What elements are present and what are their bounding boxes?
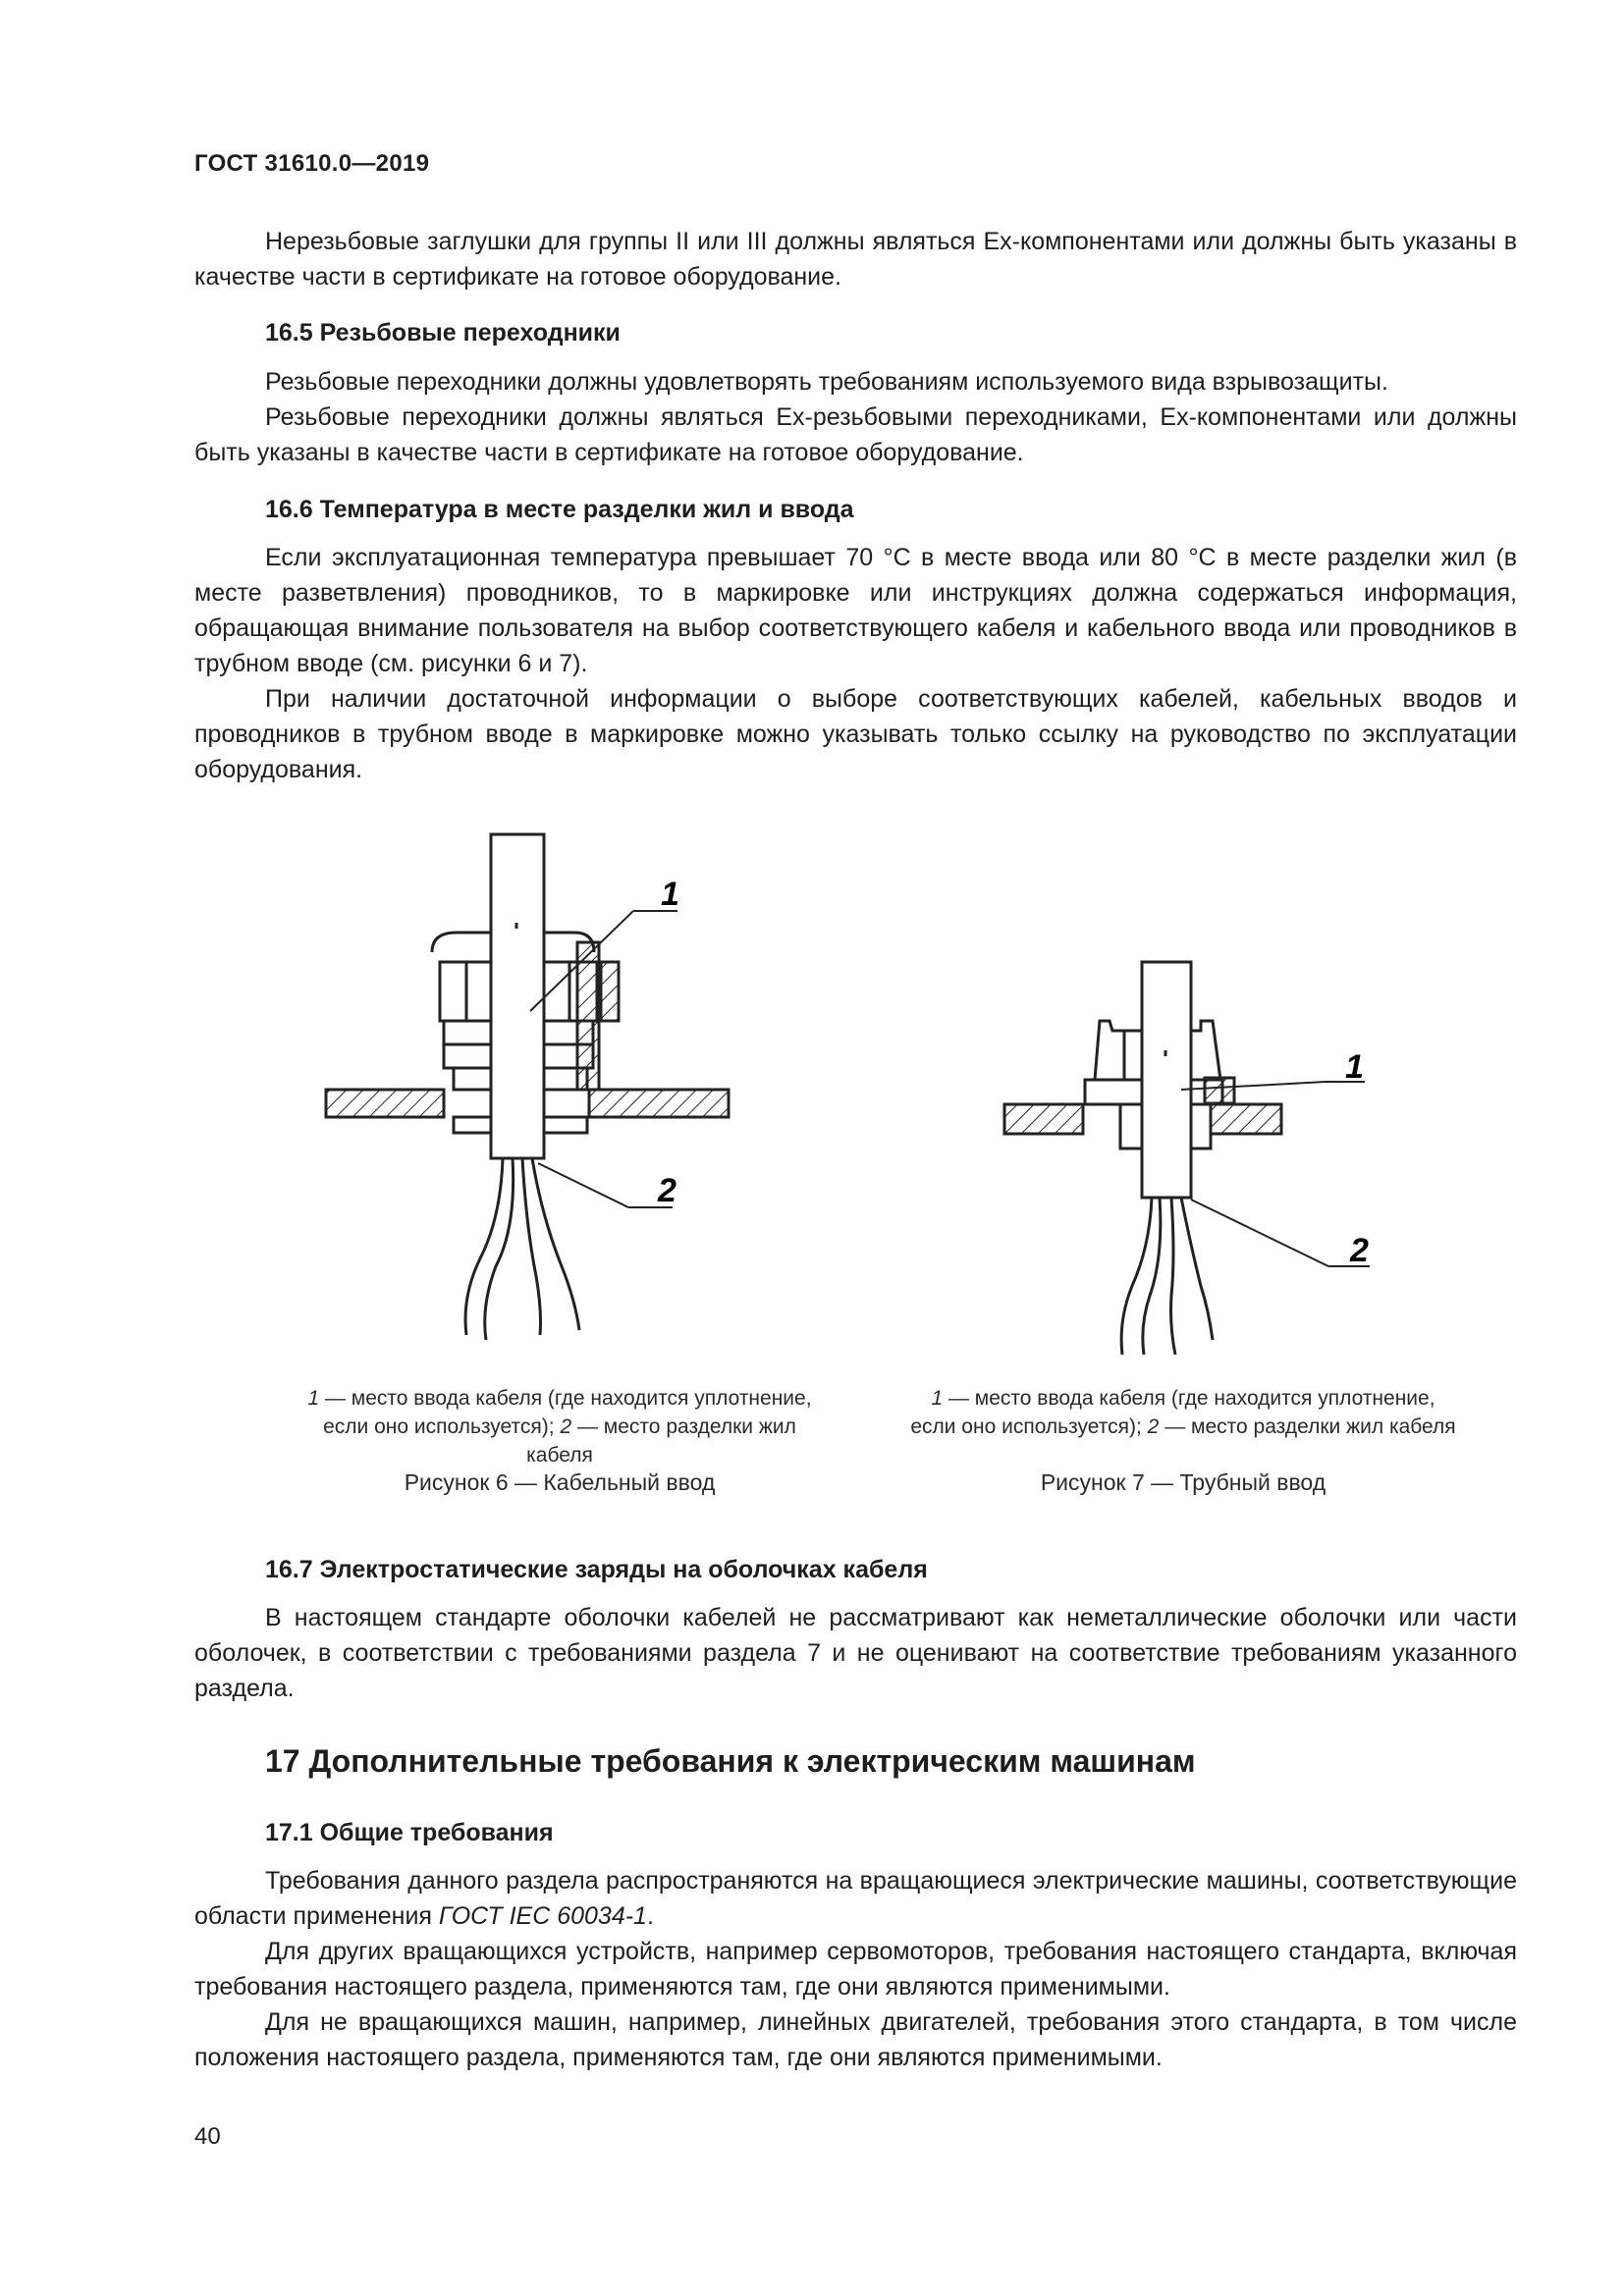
heading-16-7: 16.7 Электростатические заряды на оболочках кабеля bbox=[265, 1556, 928, 1583]
paragraph: Нерезьбовые заглушки для группы II или III должны являться Ex-компонентами или должны быть указаны в качестве части в сертификате на готовое оборудование. bbox=[194, 228, 1517, 291]
figure-legend: 1 — место ввода кабеля (где находится уплотнение, если оно используется); 2 — место разделки жил кабеля bbox=[910, 1387, 1456, 1438]
callout-1: 1 bbox=[661, 876, 679, 913]
wall-plate-right bbox=[1205, 1104, 1281, 1134]
page-number: 40 bbox=[194, 2123, 221, 2150]
paragraph: Резьбовые переходники должны являться Ex-резьбовыми переходниками, Ex-компонентами или должны быть указаны в качестве части в сертификате на готовое оборудование. bbox=[194, 403, 1517, 466]
intro-block bbox=[194, 224, 1517, 294]
heading-16-5: 16.5 Резьбовые переходники bbox=[265, 319, 621, 347]
conduit-wires bbox=[1142, 962, 1191, 1198]
figure-6 bbox=[295, 825, 844, 1512]
standard-reference: ГОСТ IEC 60034-1 bbox=[438, 1902, 647, 1930]
figure-caption: Рисунок 7 — Трубный ввод bbox=[1040, 1469, 1326, 1495]
nut-section bbox=[601, 962, 619, 1021]
cable-sheath bbox=[491, 834, 544, 1158]
callout-1: 1 bbox=[1345, 1048, 1364, 1086]
seal-section bbox=[1205, 1078, 1234, 1103]
heading-17: 17 Дополнительные требования к электрическим машинам bbox=[265, 1743, 1196, 1779]
figure-7 bbox=[889, 933, 1478, 1512]
callout-2-leader bbox=[1191, 1200, 1328, 1266]
paragraph: Если эксплуатационная температура превышает 70 °С в месте ввода или 80 °С в месте разделки жил (в месте разветвления) проводников, то в маркировке или инструкциях должна содержаться информация, обращающая внимание пользователя на выбор соответствующего кабеля и кабельного ввода или проводников в трубном вводе (см. рисунки 6 и 7). bbox=[194, 544, 1517, 677]
section-16-7-body bbox=[194, 1600, 1517, 1706]
figure-caption: Рисунок 6 — Кабельный ввод bbox=[404, 1469, 716, 1495]
cable-gland-drawing bbox=[295, 825, 844, 1374]
heading-16-6: 16.6 Температура в месте разделки жил и ввода bbox=[265, 496, 854, 523]
paragraph: Требования данного раздела распространяются на вращающиеся электрические машины, соответствующие области применения ГОСТ IEC 60034-1. bbox=[194, 1867, 1517, 1930]
section-16-5-body bbox=[194, 364, 1517, 470]
paragraph: Для других вращающихся устройств, например сервомоторов, требования настоящего стандарта, включая требования настоящего раздела, применяются там, где они являются применимыми. bbox=[194, 1938, 1517, 2001]
section-17-1-body bbox=[194, 1863, 1517, 2075]
standard-header: ГОСТ 31610.0—2019 bbox=[194, 150, 430, 177]
section-16-6-body bbox=[194, 540, 1517, 787]
paragraph: В настоящем стандарте оболочки кабелей не рассматривают как неметаллические оболочки или части оболочек, в соответствии с требованиями раздела 7 и не оценивают на соответствие требованиям указанного раздела. bbox=[194, 1604, 1517, 1702]
paragraph: Резьбовые переходники должны удовлетворять требованиям используемого вида взрывозащиты. bbox=[265, 368, 1388, 396]
figure-legend: 1 — место ввода кабеля (где находится уплотнение, если оно используется); 2 — место разделки жил кабеля bbox=[307, 1387, 812, 1467]
wall-plate-left bbox=[1004, 1104, 1083, 1134]
conduit-entry-drawing bbox=[889, 933, 1478, 1374]
heading-17-1: 17.1 Общие требования bbox=[265, 1819, 554, 1846]
wall-plate-right bbox=[589, 1090, 729, 1117]
paragraph: Для не вращающихся машин, например, линейных двигателей, требования этого стандарта, в том числе положения настоящего раздела, применяются там, где они являются применимыми. bbox=[194, 2008, 1517, 2071]
callout-2-leader bbox=[538, 1163, 628, 1207]
callout-2: 2 bbox=[1350, 1232, 1369, 1269]
callout-2: 2 bbox=[658, 1172, 677, 1209]
paragraph: При наличии достаточной информации о выборе соответствующих кабелей, кабельных вводов и проводников в трубном вводе в маркировке можно указывать только ссылку на руководство по эксплуатации оборудования. bbox=[194, 685, 1517, 783]
seal-section bbox=[577, 942, 599, 1090]
wall-plate-left bbox=[326, 1090, 444, 1117]
